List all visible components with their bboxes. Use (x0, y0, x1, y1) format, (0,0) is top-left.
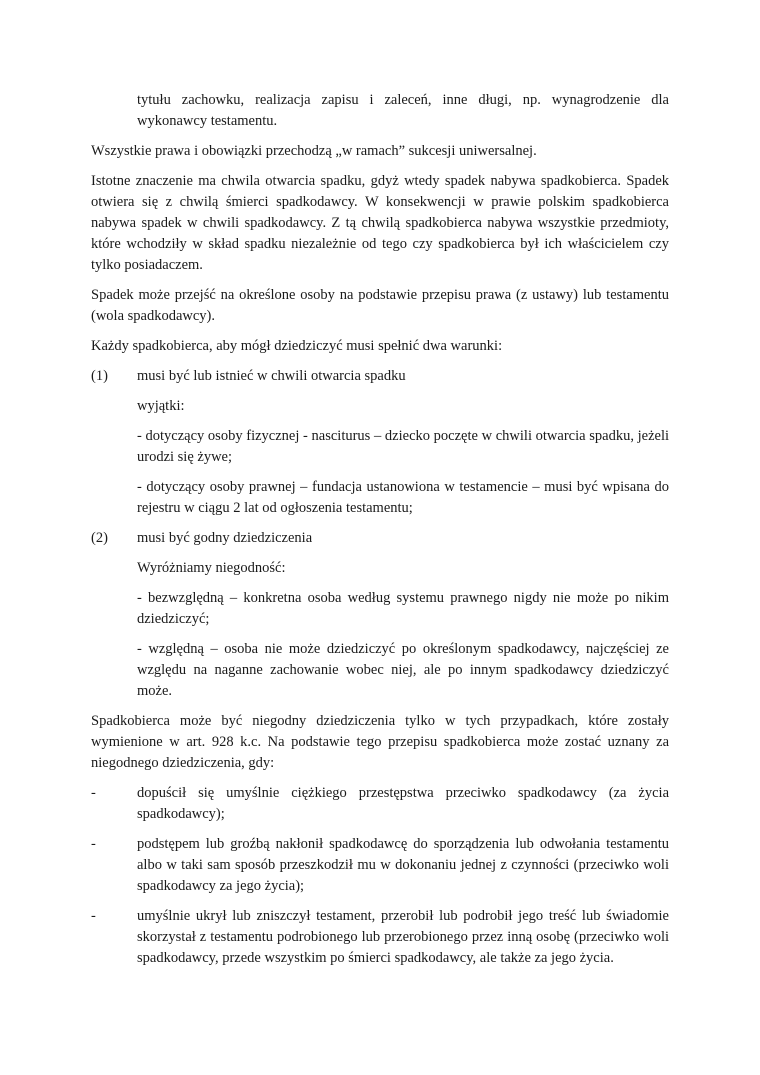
paragraph-continuation: tytułu zachowku, realizacja zapisu i zaleceń, inne długi, np. wynagrodzenie dla wykonawcy testamentu. (137, 92, 669, 129)
paragraph-two-conditions: Każdy spadkobierca, aby mógł dziedziczyć musi spełnić dwa warunki: (91, 338, 503, 354)
unworthy-case-item (91, 783, 669, 825)
condition-subheading: wyjątki: (137, 398, 185, 414)
paragraph-universal-succession: Wszystkie prawa i obowiązki przechodzą „w ramach” sukcesji uniwersalnej. (91, 143, 537, 159)
condition-subitem: - względną – osoba nie może dziedziczyć po określonym spadkodawcy, najczęściej ze względu na naganne zachowanie wobec niej, ale po innym spadkodawcy dziedziczyć może. (137, 641, 669, 699)
list-dash: - (91, 785, 96, 801)
condition-subitem: - dotyczący osoby fizycznej - nasciturus – dziecko poczęte w chwili otwarcia spadku, jeżeli urodzi się żywe; (137, 428, 669, 465)
paragraph-basis-of-inheritance: Spadek może przejść na określone osoby na podstawie przepisu prawa (z ustawy) lub testamentu (wola spadkodawcy). (91, 287, 669, 324)
list-dash: - (91, 908, 96, 924)
condition-subitem: - dotyczący osoby prawnej – fundacja ustanowiona w testamencie – musi być wpisana do rejestru w ciągu 2 lat od ogłoszenia testamentu; (137, 479, 669, 516)
condition-subheading: Wyróżniamy niegodność: (137, 560, 286, 576)
condition-item (91, 528, 669, 549)
condition-text: musi być godny dziedziczenia (137, 530, 313, 546)
condition-marker: (1) (91, 368, 108, 384)
list-dash: - (91, 836, 96, 852)
document-page (91, 90, 669, 978)
unworthy-case-text: umyślnie ukrył lub zniszczył testament, przerobił lub podrobił jego treść lub świadomie skorzystał z testamentu podrobionego lub przerobionego przez inną osobę (przeciwko woli spadkodawcy, przede wszystkim po śmierci spadkodawcy, ale także za jego życia. (137, 908, 669, 966)
unworthy-case-text: dopuścił się umyślnie ciężkiego przestępstwa przeciwko spadkodawcy (za życia spadkodawcy); (137, 785, 669, 822)
condition-text: musi być lub istnieć w chwili otwarcia spadku (137, 368, 406, 384)
unworthy-case-item (91, 906, 669, 969)
unworthy-case-text: podstępem lub groźbą nakłonił spadkodawcę do sporządzenia lub odwołania testamentu albo w taki sam sposób przeszkodził mu w dokonaniu jednej z czynności (przeciwko woli spadkodawcy za jego życia); (137, 836, 669, 894)
unworthy-case-item (91, 834, 669, 897)
paragraph-opening-of-estate: Istotne znaczenie ma chwila otwarcia spadku, gdyż wtedy spadek nabywa spadkobierca. Spadek otwiera się z chwilą śmierci spadkodawcy. W konsekwencji w prawie polskim spadkobierca nabywa spadek w chwili spadkodawcy. Z tą chwilą spadkobierca nabywa wszystkie przedmioty, które wchodziły w skład spadku niezależnie od tego czy spadkobierca był ich właścicielem czy tylko posiadaczem. (91, 173, 669, 273)
condition-subitem: - bezwzględną – konkretna osoba według systemu prawnego nigdy nie może po nikim dziedziczyć; (137, 590, 669, 627)
condition-marker: (2) (91, 530, 108, 546)
condition-item (91, 366, 669, 387)
paragraph-art-928: Spadkobierca może być niegodny dziedziczenia tylko w tych przypadkach, które zostały wymienione w art. 928 k.c. Na podstawie tego przepisu spadkobierca może zostać uznany za niegodnego dziedziczenia, gdy: (91, 713, 669, 771)
